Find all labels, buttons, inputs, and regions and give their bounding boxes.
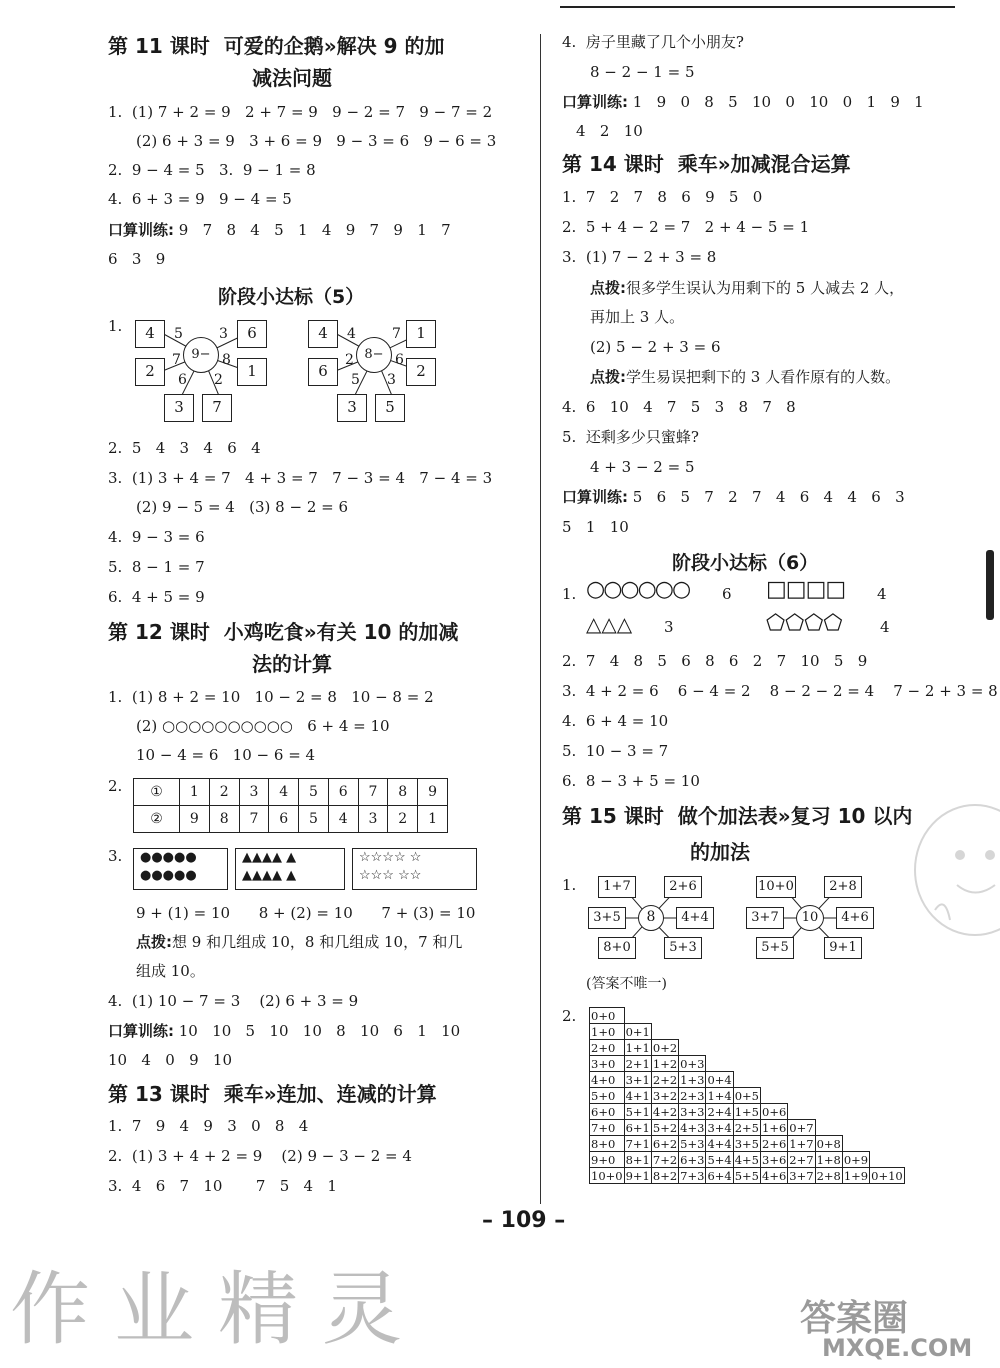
answer-line: 2. 7 4 8 5 6 8 6 2 7 10 5 9 [562,652,868,670]
empty-cell [761,1024,788,1040]
tip-line: 再加上 3 人。 [590,308,685,326]
table-cell: 0+7 [789,1120,814,1135]
answer-line: (2) 6 + 3 = 9 3 + 6 = 9 9 − 3 = 6 9 − 6 = 3 [136,132,497,150]
empty-cell [870,1088,905,1104]
answer-line: (2) ○○○○○○○○○○ 6 + 4 = 10 [136,717,390,735]
table-row [590,1136,905,1152]
table-cell: 1 [180,779,210,806]
shape-count: 4 [880,618,890,636]
diagram-box: 5+3 [664,937,702,959]
empty-cell [788,1056,815,1072]
diagram-box: 2 [135,358,165,386]
table-row [590,1040,905,1056]
table-cell: 5+1 [625,1104,650,1119]
page-edge-tab [986,550,994,620]
table-cell: 8+2 [652,1168,678,1183]
diagram-box: 3 [164,394,194,422]
table-cell: 9+0 [590,1152,625,1168]
mental-math-line: 10 4 0 9 10 [108,1051,233,1069]
empty-cell [624,1008,651,1024]
shape-count: 3 [664,618,674,636]
shape-count: 4 [877,585,887,603]
answer-line: 1. 7 9 4 9 3 0 8 4 [108,1117,309,1135]
diagram-box: 3+5 [588,907,626,929]
answer-line: 3. [108,847,123,865]
empty-cell [761,1040,788,1056]
answer-line: (2) 9 − 5 = 4 (3) 8 − 2 = 6 [136,498,349,516]
table-cell: 2+2 [652,1072,678,1087]
table-cell: 10+0 [591,1168,623,1183]
mental-math-line: 6 3 9 [108,250,166,268]
answer-line: 1. [562,876,577,894]
answer-line: 5. 10 − 3 = 7 [562,742,669,760]
table-cell: 0+4 [707,1072,732,1087]
empty-cell [679,1008,706,1024]
table-cell: 5+3 [680,1136,705,1151]
diagram-label: 5 [174,326,183,342]
table-cell: 4+0 [590,1072,625,1088]
table-cell: 2+6 [762,1136,787,1151]
table-cell: 1+7 [789,1136,814,1151]
empty-cell [842,1072,869,1088]
answer-line: 6. 4 + 5 = 9 [108,588,205,606]
diagram-label: 4 [347,326,356,342]
empty-cell [842,1024,869,1040]
answer-line: 6. 8 − 3 + 5 = 10 [562,772,700,790]
table-cell: 0+1 [625,1024,650,1039]
table-cell: 2+1 [625,1056,650,1071]
table-row [590,1168,905,1184]
stage-6-title: 阶段小达标（6） [672,552,819,574]
diagram-box: 2+8 [824,876,862,898]
diagram-label: 2 [214,372,223,388]
table-row [590,1088,905,1104]
table-cell: 3+0 [590,1056,625,1072]
table-cell: 1 [418,806,448,833]
diagram-box: 4 [308,320,338,348]
answer-line: 4. (1) 10 − 7 = 3 (2) 6 + 3 = 9 [108,992,359,1010]
answer-line: 1. (1) 8 + 2 = 10 10 − 2 = 8 10 − 8 = 2 [108,688,434,706]
diagram-box: 1 [237,358,267,386]
mental-math-line: 4 2 10 [576,122,643,140]
table-cell: 3 [239,779,269,806]
table-cell: 1+3 [680,1072,705,1087]
empty-cell [815,1024,842,1040]
table-cell: 4+3 [680,1120,705,1135]
empty-cell [870,1040,905,1056]
tip-line: 点拨:很多学生误认为用剩下的 5 人减去 2 人， [590,279,905,297]
diagram-box: 1+7 [598,876,636,898]
empty-cell [788,1088,815,1104]
shape-group-stars: ☆☆☆☆ ☆ ☆☆☆ ☆☆ [352,848,477,890]
table-cell: 8+1 [625,1152,650,1167]
empty-cell [679,1040,706,1056]
empty-cell [651,1008,678,1024]
answer-line: 4. 9 − 3 = 6 [108,528,205,546]
lesson-15-title: 第 15 课时 做个加法表»复习 10 以内 [562,804,913,828]
table-cell: 5 [299,779,329,806]
table-cell: 3+2 [652,1088,678,1103]
table-cell: 0+9 [843,1152,869,1167]
empty-cell [815,1104,842,1120]
diagram-box: 1 [406,320,436,348]
empty-cell [870,1120,905,1136]
table-cell: 1+2 [652,1056,678,1071]
table-cell: 0+8 [816,1136,841,1151]
table-cell: 6+0 [590,1104,625,1120]
circle-shapes: ○○○○○○ [586,577,690,602]
diagram-box: 10+0 [756,876,796,898]
diagram-label: 6 [395,352,404,368]
diagram-box: 5+5 [756,937,794,959]
empty-cell [842,1056,869,1072]
answer-line: 3. 4 + 2 = 6 6 − 4 = 2 8 − 2 − 2 = 4 7 − 2 + 3 = 8 [562,682,998,700]
table-cell: 7+0 [590,1120,625,1136]
table-cell: 9+1 [625,1168,650,1183]
answer-line: 4. 6 + 4 = 10 [562,712,669,730]
table-cell: 6+4 [707,1168,732,1183]
empty-cell [679,1024,706,1040]
table-cell: 6+3 [680,1152,705,1167]
table-cell: 0+5 [734,1088,759,1103]
table-cell: 0+0 [590,1008,625,1024]
table-cell: 2+7 [789,1152,814,1167]
table-cell: 2 [209,779,239,806]
table-cell: 0+3 [680,1056,705,1071]
empty-cell [706,1040,733,1056]
empty-cell [870,1152,905,1168]
empty-cell [842,1088,869,1104]
table-cell: 4+6 [762,1168,787,1183]
lesson-12-title-cont: 法的计算 [252,652,332,676]
table-cell: 2+4 [707,1104,732,1119]
diagram-box: 5 [375,394,405,422]
empty-cell [842,1040,869,1056]
diagram-box: 3 [337,394,367,422]
empty-cell [842,1104,869,1120]
diagram-box: 4+6 [836,907,874,929]
table-row [590,1024,905,1040]
empty-cell [788,1008,815,1024]
empty-cell [815,1072,842,1088]
table-cell: 6+1 [625,1120,650,1135]
table-cell: 3+3 [680,1104,705,1119]
diagram-label: 2 [345,352,354,368]
empty-cell [733,1008,760,1024]
table-cell: 3+4 [707,1120,732,1135]
table-cell: 9 [180,806,210,833]
diagram-label: 8 [222,352,231,368]
answer-line: 1. (1) 7 + 2 = 9 2 + 7 = 9 9 − 2 = 7 9 − 7 = 2 [108,103,493,121]
table-cell: 5+2 [652,1120,678,1135]
empty-cell [815,1056,842,1072]
lesson-12-title: 第 12 课时 小鸡吃食»有关 10 的加减 [108,620,459,644]
lesson-14-title: 第 14 课时 乘车»加减混合运算 [562,152,851,176]
table-row [590,1152,905,1168]
answer-line: 1. [562,585,577,603]
table-cell: 3+6 [762,1152,787,1167]
table-cell: 7 [239,806,269,833]
table-cell: 5+0 [590,1088,625,1104]
table-row [590,1104,905,1120]
table-cell: 8 [388,779,418,806]
empty-cell [870,1072,905,1088]
table-cell: 1+6 [762,1120,787,1135]
tip-line: 点拨:想 9 和几组成 10，8 和几组成 10，7 和几 [136,933,463,951]
answer-line: 2. 5 4 3 4 6 4 [108,439,261,457]
empty-cell [842,1136,869,1152]
table-row [590,1008,905,1024]
answer-line: 3. (1) 7 − 2 + 3 = 8 [562,248,717,266]
diagram-label: 5 [351,372,360,388]
page-number: – 109 – [482,1208,566,1233]
diagram-label: 3 [387,372,396,388]
empty-cell [870,1008,905,1024]
table-row [590,1056,905,1072]
empty-cell [761,1072,788,1088]
table-cell: 0+6 [762,1104,787,1119]
tip-line: 点拨:学生易误把剩下的 3 人看作原有的人数。 [590,368,901,386]
empty-cell [761,1056,788,1072]
diagram-label: 7 [392,326,401,342]
answer-line: 2. (1) 3 + 4 + 2 = 9 (2) 9 − 3 − 2 = 4 [108,1147,412,1165]
mental-math-line: 口算训练: 5 6 5 7 2 7 4 6 4 4 6 3 [562,488,905,506]
diagram-box: 9+1 [824,937,862,959]
answer-line: 4 + 3 − 2 = 5 [590,458,695,476]
diagram-box: 7 [202,394,232,422]
empty-cell [815,1120,842,1136]
answer-line: 9 + (1) = 10 8 + (2) = 10 7 + (3) = 10 [136,904,476,922]
lesson-15-title-cont: 的加法 [690,840,750,864]
table-cell: ① [134,779,180,806]
table-cell: 4+4 [707,1136,732,1151]
square-shapes: □□□□ [766,577,846,602]
answer-line: 2. [108,777,123,795]
lesson-13-title: 第 13 课时 乘车»连加、连减的计算 [108,1082,437,1106]
table-cell: 3+7 [789,1168,814,1183]
answer-line: (2) 5 − 2 + 3 = 6 [590,338,721,356]
mental-math-line: 5 1 10 [562,518,629,536]
mental-math-line: 口算训练: 10 10 5 10 10 8 10 6 1 10 [108,1022,461,1040]
diagram-box: 6 [237,320,267,348]
empty-cell [733,1056,760,1072]
table-cell: 2+3 [680,1088,705,1103]
table-cell: 2+0 [590,1040,625,1056]
table-cell: 4+1 [625,1088,650,1103]
table-cell: 0+2 [652,1040,678,1055]
empty-cell [788,1040,815,1056]
table-row [590,1120,905,1136]
answer-line: 5. 还剩多少只蜜蜂? [562,428,699,446]
diagram-box: 6 [308,358,338,386]
table-cell: 5+5 [734,1168,759,1183]
empty-cell [761,1008,788,1024]
table-cell: 5 [299,806,329,833]
watermark-text: 作业精灵 [10,1263,426,1356]
empty-cell [788,1072,815,1088]
diagram-box: 2+6 [664,876,702,898]
triangle-shapes: △△△ [586,612,633,636]
column-divider [540,34,541,1204]
addition-table [589,1007,905,1184]
diagram-box: 8+0 [598,937,636,959]
answer-line: 4. 房子里藏了几个小朋友? [562,33,744,51]
empty-cell [870,1136,905,1152]
answer-line: 1. 7 2 7 8 6 9 5 0 [562,188,763,206]
answer-line: 1. [108,317,123,335]
table-cell: 7+3 [680,1168,705,1183]
table-cell: 2+5 [734,1120,759,1135]
mental-math-line: 口算训练: 9 7 8 4 5 1 4 9 7 9 1 7 [108,221,451,239]
answer-line: 3. (1) 3 + 4 = 7 4 + 3 = 7 7 − 3 = 4 7 − 4 = 3 [108,469,493,487]
stage-5-title: 阶段小达标（5） [218,286,365,308]
watermark-url: MXQE.COM [822,1334,973,1362]
diagram-box: 3+7 [746,907,784,929]
empty-cell [788,1104,815,1120]
tip-line: 组成 10。 [136,962,205,980]
note: (答案不唯一) [586,976,667,992]
empty-cell [815,1040,842,1056]
shape-group-circles: ●●●●● ●●●●● [133,848,228,890]
empty-cell [842,1008,869,1024]
table-cell: 4 [269,779,299,806]
mental-math-line: 口算训练: 1 9 0 8 5 10 0 10 0 1 9 1 [562,93,924,111]
empty-cell [733,1024,760,1040]
empty-cell [733,1072,760,1088]
diagram-label: 7 [172,352,181,368]
table-cell: 3+1 [625,1072,650,1087]
empty-cell [788,1024,815,1040]
table-cell: 4 [328,806,358,833]
table-cell: ② [134,806,180,833]
cartoon-character-illustration [905,800,1000,960]
pentagon-shapes: ⬠⬠⬠⬠ [766,611,843,636]
empty-cell [761,1088,788,1104]
diagram-box: 4 [135,320,165,348]
diagram-center: 8 [638,905,664,931]
answer-line: 10 − 4 = 6 10 − 6 = 4 [136,746,316,764]
lesson-11-title-cont: 减法问题 [252,66,332,90]
table-cell: 2+8 [816,1168,841,1183]
empty-cell [842,1120,869,1136]
table-cell: 3+5 [734,1136,759,1151]
empty-cell [815,1008,842,1024]
empty-cell [706,1056,733,1072]
table-cell: 3 [358,806,388,833]
table-cell: 1+8 [816,1152,841,1167]
answer-line: 2. [562,1007,577,1025]
table-cell: 7+2 [652,1152,678,1167]
empty-cell [706,1024,733,1040]
table-cell: 6 [328,779,358,806]
table-cell: 7 [358,779,388,806]
table-cell: 7+1 [625,1136,650,1151]
empty-cell [815,1088,842,1104]
shape-count: 6 [722,585,732,603]
diagram-box: 2 [406,358,436,386]
table-cell: 4+2 [652,1104,678,1119]
diagram-center: 9− [183,337,219,373]
table-cell: 9 [418,779,448,806]
table-cell: 6+2 [652,1136,678,1151]
table-cell: 8+0 [590,1136,625,1152]
watermark-brand: 答案圈 [800,1298,909,1339]
table-cell: 4+5 [734,1152,759,1167]
table-cell: 1+5 [734,1104,759,1119]
answer-line: 3. 4 6 7 10 7 5 4 1 [108,1177,337,1195]
table-cell: 5+4 [707,1152,732,1167]
answer-line: 4. 6 10 4 7 5 3 8 7 8 [562,398,796,416]
empty-cell [870,1104,905,1120]
lesson-11-title: 第 11 课时 可爱的企鹅»解决 9 的加 [108,34,445,58]
diagram-label: 6 [178,372,187,388]
diagram-center: 8− [356,337,392,373]
table-cell: 1+0 [590,1024,625,1040]
answer-line: 5. 8 − 1 = 7 [108,558,205,576]
number-pair-table [133,778,448,833]
answer-line: 4. 6 + 3 = 9 9 − 4 = 5 [108,190,292,208]
answer-line: 8 − 2 − 1 = 5 [590,63,695,81]
empty-cell [651,1024,678,1040]
table-row [590,1072,905,1088]
table-cell: 6 [269,806,299,833]
empty-cell [870,1056,905,1072]
table-cell: 1+1 [625,1040,650,1055]
shape-group-triangles: ▲▲▲▲ ▲ ▲▲▲▲ ▲ [235,848,345,890]
answer-line: 2. 5 + 4 − 2 = 7 2 + 4 − 5 = 1 [562,218,810,236]
header-rule [560,0,955,8]
diagram-box: 4+4 [676,907,714,929]
diagram-center: 10 [796,905,824,931]
diagram-label: 3 [219,326,228,342]
empty-cell [733,1040,760,1056]
table-cell: 0+10 [871,1168,903,1183]
table-cell: 1+4 [707,1088,732,1103]
table-cell: 2 [388,806,418,833]
table-cell: 1+9 [843,1168,869,1183]
answer-line: 2. 9 − 4 = 5 3. 9 − 1 = 8 [108,161,316,179]
empty-cell [706,1008,733,1024]
empty-cell [870,1024,905,1040]
table-cell: 8 [209,806,239,833]
